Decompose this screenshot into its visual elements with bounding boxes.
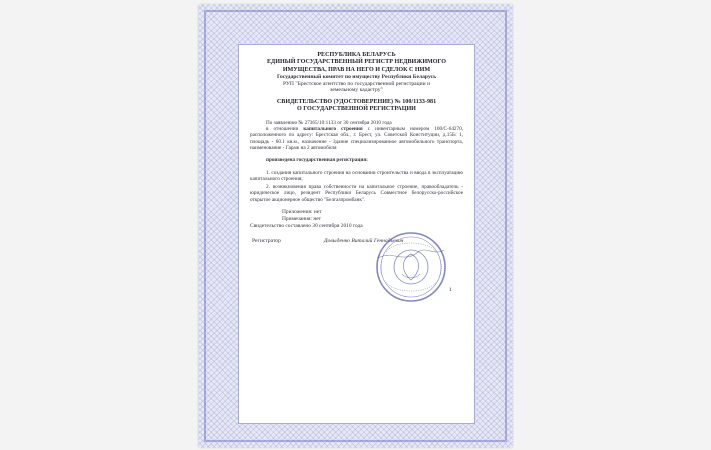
certificate-subtitle: О ГОСУДАРСТВЕННОЙ РЕГИСТРАЦИИ <box>297 106 416 113</box>
registrar-label: Регистратор <box>252 238 281 245</box>
application-line: По заявлению № 27365/10:1133 от 30 сентября 2010 года <box>266 119 392 126</box>
sheet-number: 1 <box>449 287 452 293</box>
register-heading-1: ЕДИНЫЙ ГОСУДАРСТВЕННЫЙ РЕГИСТР НЕДВИЖИМОГО <box>266 59 447 66</box>
official-seal-icon <box>374 230 448 304</box>
notes-row <box>250 216 463 223</box>
registration-heading: произведена государственная регистрация: <box>266 157 368 164</box>
document-text <box>250 52 463 250</box>
object-description <box>250 126 463 151</box>
object-type: капитального строения <box>303 126 363 133</box>
registration-item-2: 2. возникновения права собственности на капитальное строение, правообладатель - юридическое лицо, резидент Республики Беларусь Совместное белорусско-российское открытое акционерное общество "Белгазпромбанк". <box>250 184 463 203</box>
agency-name-1: РУП "Брестское агентство по государственной регистрации и <box>282 80 431 87</box>
certificate-title: СВИДЕТЕЛЬСТВО (УДОСТОВЕРЕНИЕ) № 100/1133-981 <box>276 99 437 105</box>
object-prefix: в отношении <box>266 126 304 133</box>
attachments-label: Приложения: <box>282 209 313 216</box>
issue-date: Свидетельство составлено 30 сентября 2010 года <box>250 222 363 229</box>
agency-name-2: земельному кадастру" <box>330 87 383 94</box>
register-heading-2: ИМУЩЕСТВА, ПРАВ НА НЕГО И СДЕЛОК С НИМ <box>282 66 431 73</box>
committee-name: Государственный комитет по имуществу Республики Беларусь <box>276 74 437 81</box>
notes-value: нет <box>313 215 321 222</box>
object-details: с инвентарным номером 100/С-64270, расположенного по адресу: Брестская обл., г. Брест, ул. Советской Конституции, д.15Б/ 1, площадь - 60.1 кв.м., назначение - Здание специализированное автомобильного транспорта, наименование - Гараж на 2 автомобиля <box>250 126 463 151</box>
certificate-page <box>198 4 513 448</box>
attachments-value: нет <box>313 209 322 216</box>
attachments-row <box>250 209 463 216</box>
registrar-signature: Довыденко Виталий Геннадьевич <box>324 238 404 245</box>
registration-item-1: 1. создания капитального строения на основании строительства и ввода в эксплуатацию капитального строения; <box>250 169 463 182</box>
notes-label: Примечания: <box>282 215 312 222</box>
republic-heading: РЕСПУБЛИКА БЕЛАРУСЬ <box>317 52 396 58</box>
